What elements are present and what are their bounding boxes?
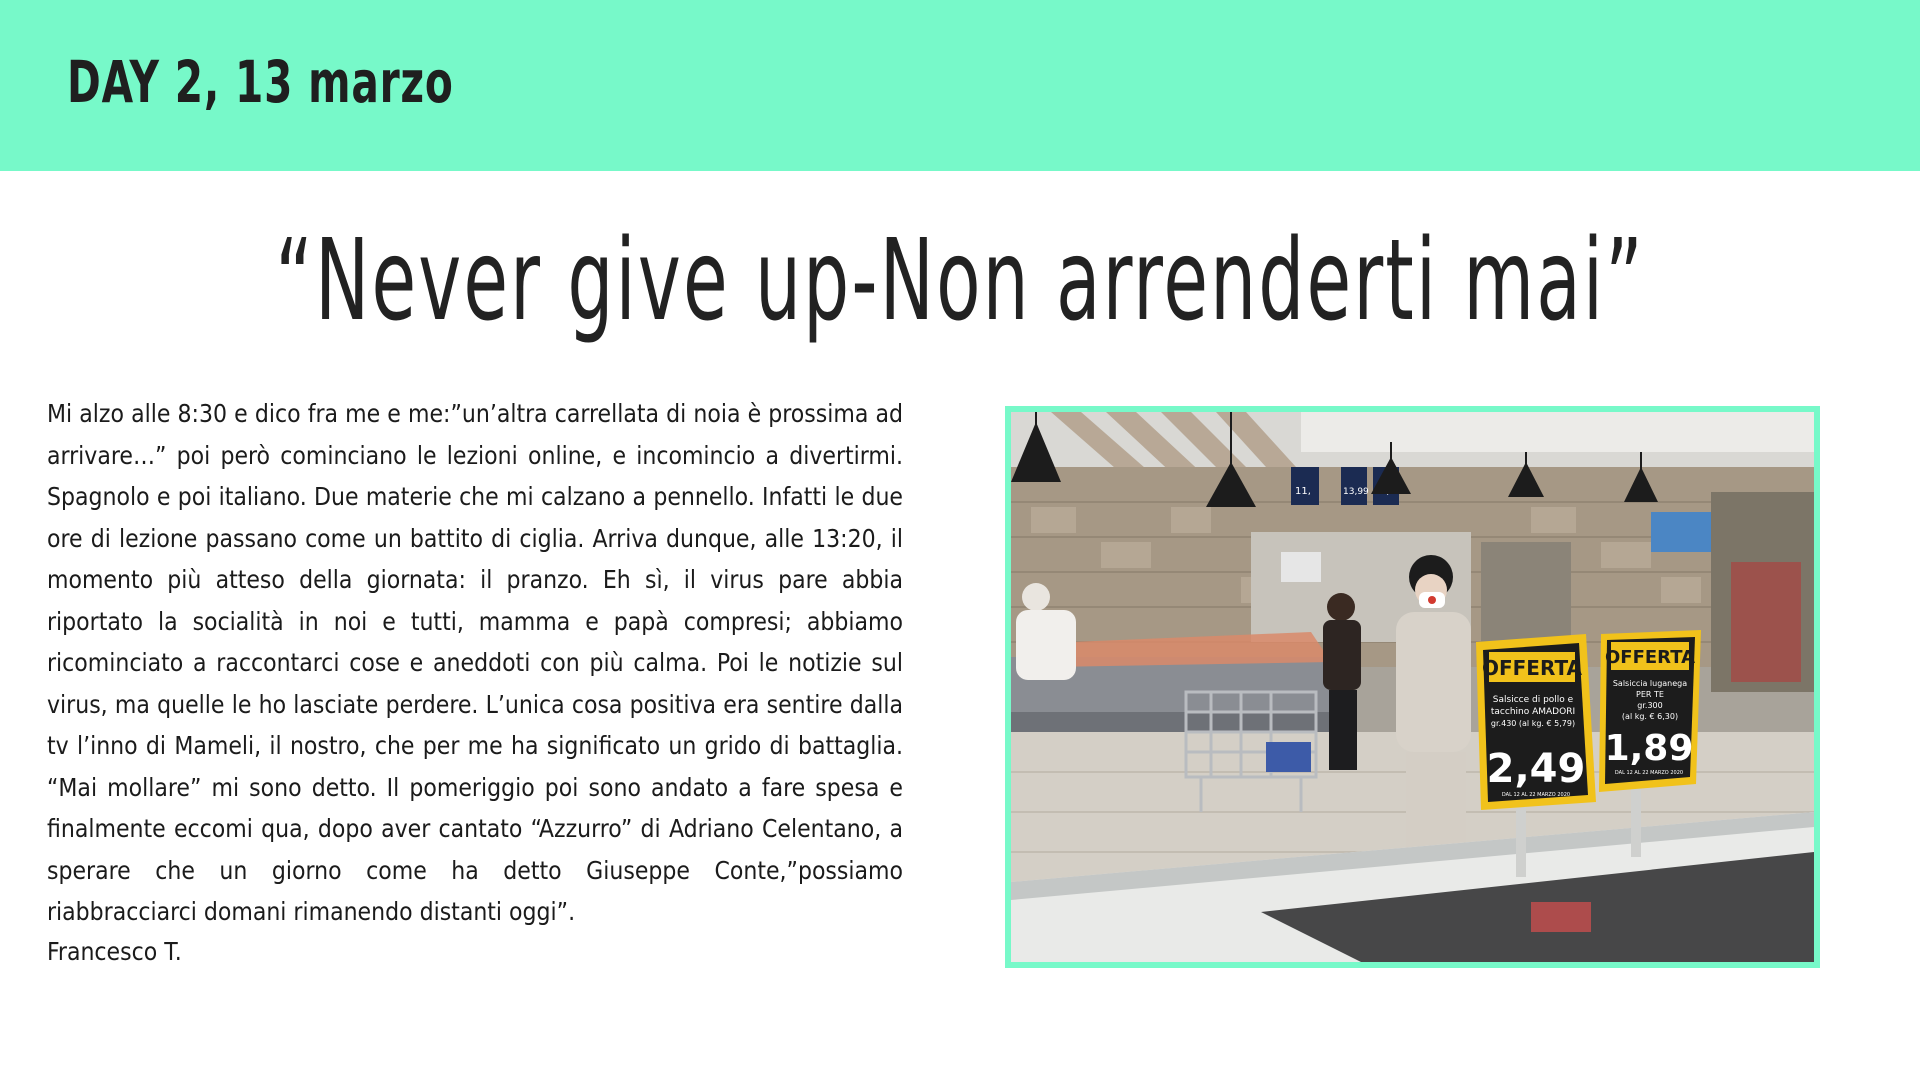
diary-body: Mi alzo alle 8:30 e dico fra me e me:”un’altra carrellata di noia è prossima ad arrivare…” poi però cominciano le lezioni online, e incomincio a divertirmi. Spagnolo e poi italiano. Due materie che mi calzano a pennello. Infatti le due ore di lezione passano come un battito di ciglia. Arriva dunque, alle 13:20, il momento più atteso della giornata: il pranzo. Eh sì, il virus pare abbia riportato la socialità in noi e tutti, mamma e papà compresi; abbiamo ricominciato a raccontarci cose e aneddoti con più calma. Poi le notizie sul virus, ma quelle le ho lasciate perdere. L’unica cosa positiva era sentire dalla tv l’inno di Mameli, il nostro, che per me ha significato un grido di battaglia. “Mai mollare” mi sono detto. Il pomeriggio poi sono andato a fare spesa e finalmente eccomi qua, dopo aver cantato “Azzurro” di Adriano Celentano, a sperare che un giorno come ha detto Giuseppe Conte,”possiamo riabbracciarci domani rimanendo distanti oggi”. — [47, 399, 903, 926]
headline — [0, 216, 1920, 346]
offer-sign-2-line4: (al kg. € 6,30) — [1621, 712, 1679, 721]
photo-frame — [1005, 406, 1820, 968]
offer-sign-2-footer: DAL 12 AL 22 MARZO 2020 — [1614, 770, 1684, 776]
supermarket-scene — [1011, 412, 1814, 962]
supermarket-photo — [1011, 412, 1814, 962]
header-band — [0, 0, 1920, 171]
overhead-price-1: 11, — [1295, 486, 1311, 497]
offer-sign-2-line2: PER TE — [1636, 690, 1664, 699]
offer-sign-1-heading: OFFERTA — [1481, 656, 1583, 680]
offer-sign-1-price: 2,49 — [1486, 746, 1586, 792]
day-title: DAY 2, 13 marzo — [67, 48, 454, 116]
offer-sign-1-line2: tacchino AMADORI — [1490, 707, 1576, 717]
offer-sign-1-line1: Salsicce di pollo e — [1492, 695, 1574, 705]
overhead-price-2: 13,99 — [1343, 487, 1369, 497]
offer-sign-1-footer: DAL 12 AL 22 MARZO 2020 — [1501, 792, 1571, 798]
diary-signature: Francesco T. — [47, 937, 182, 966]
offer-sign-2-heading: OFFERTA — [1604, 647, 1696, 668]
headline-text: “Never give up-Non arrenderti mai” — [275, 216, 1645, 346]
offer-sign-2-price: 1,89 — [1604, 728, 1694, 769]
offer-sign-1 — [1476, 634, 1596, 810]
offer-sign-1-line3: gr.430 (al kg. € 5,79) — [1490, 719, 1576, 728]
offer-sign-2-line1: Salsiccia luganega — [1612, 679, 1688, 688]
offer-sign-2 — [1599, 630, 1701, 792]
cart-goods — [1266, 742, 1311, 772]
offer-sign-2-line3: gr.300 — [1637, 701, 1663, 710]
